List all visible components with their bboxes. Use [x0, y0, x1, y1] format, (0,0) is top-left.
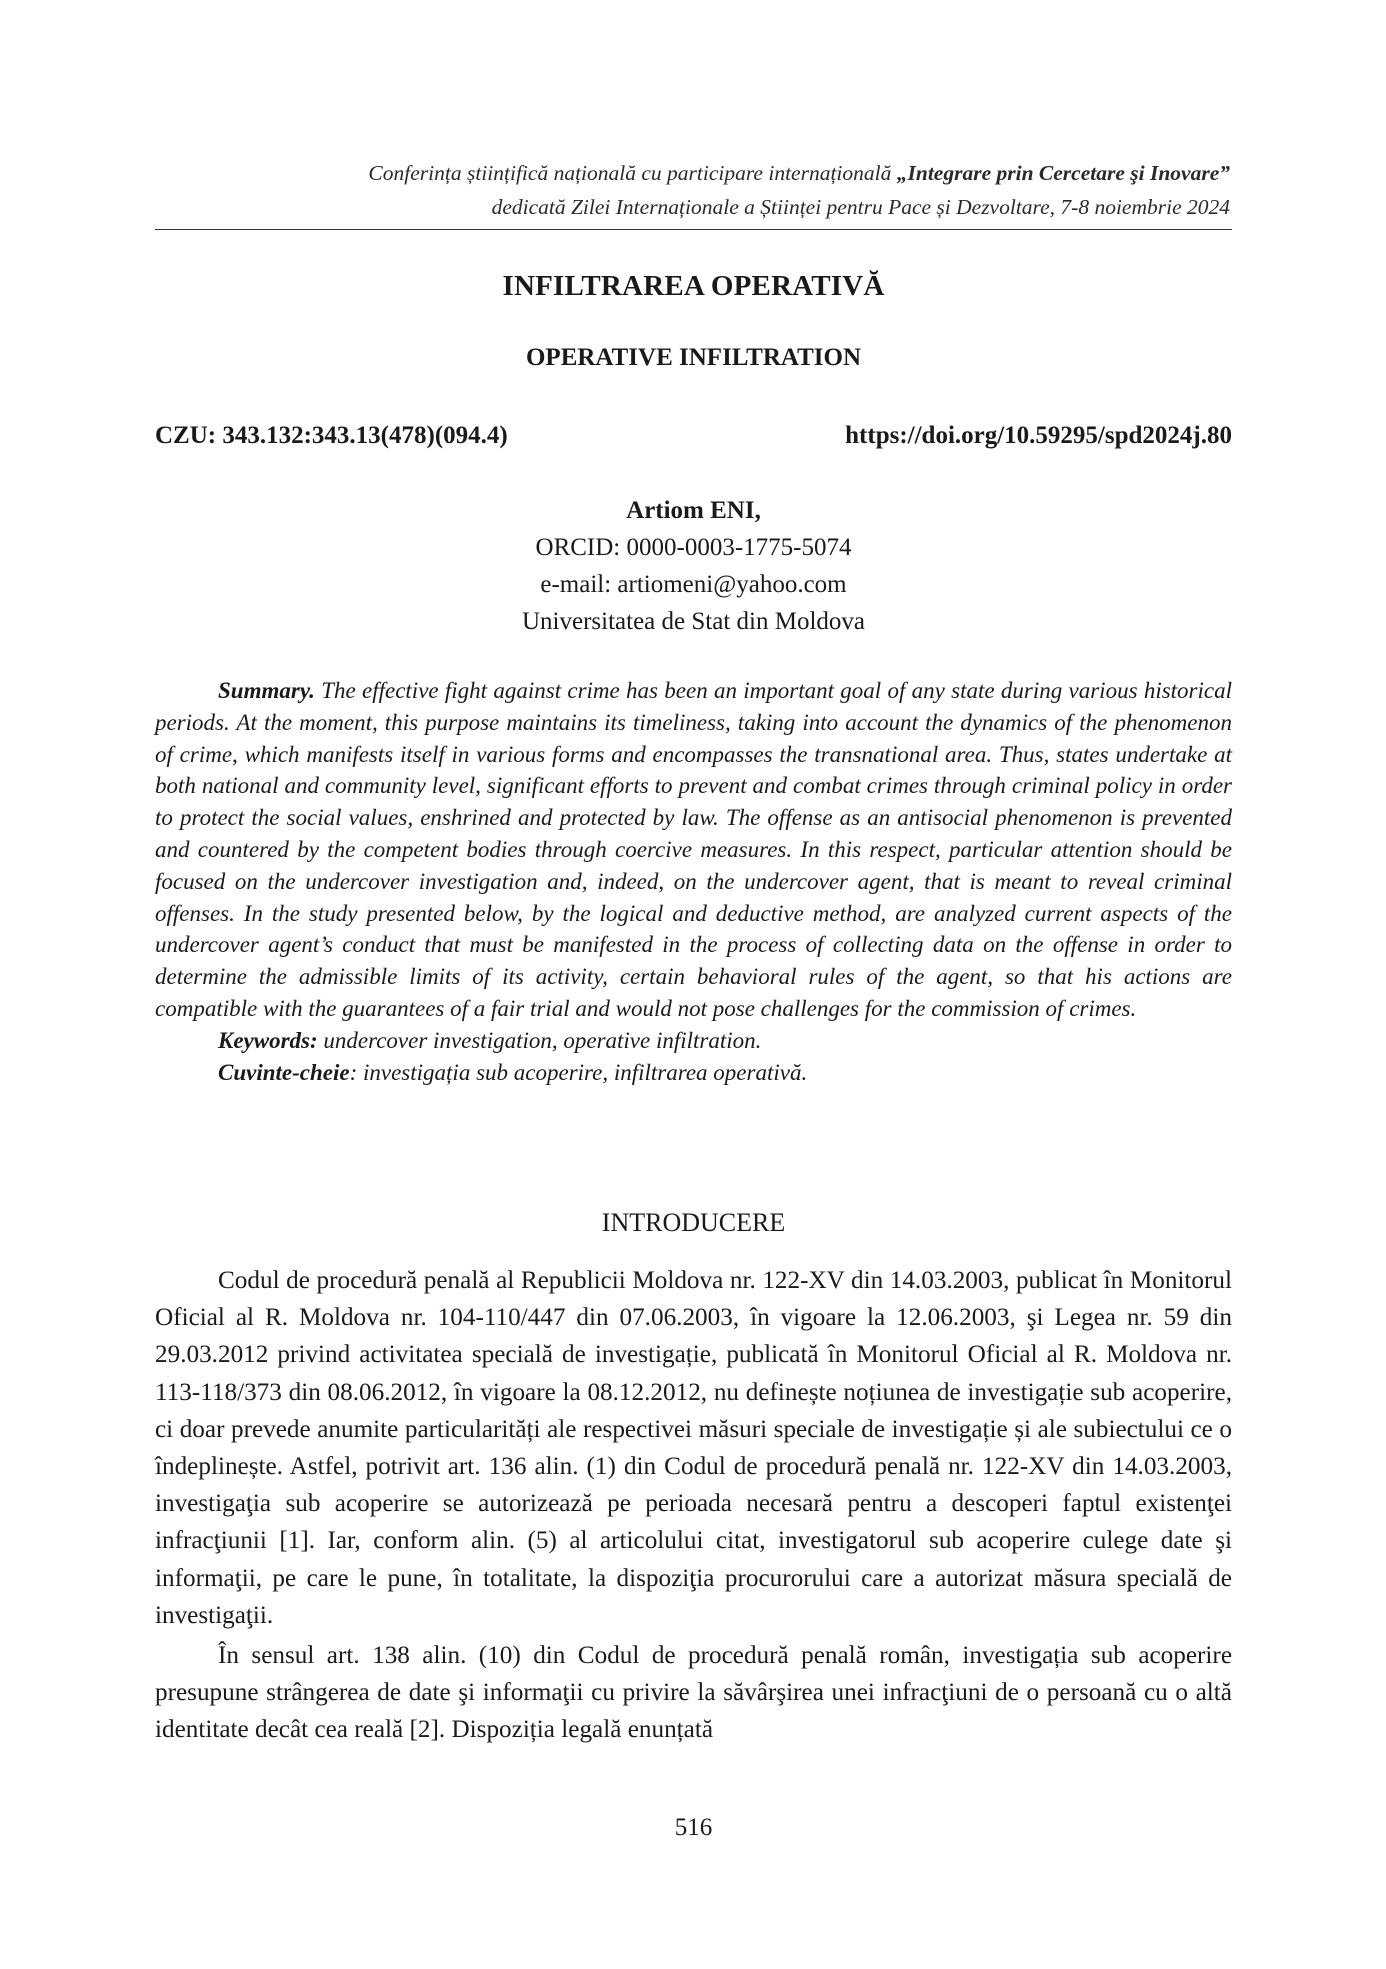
body-text [155, 1262, 1232, 1752]
summary-label: Summary. [218, 678, 315, 703]
running-header [155, 156, 1230, 224]
article-title: INFILTRAREA OPERATIVĂ [502, 270, 885, 302]
conference-name: „Integrare prin Cercetare şi Inovare” [896, 161, 1230, 185]
abstract [155, 675, 1232, 1088]
body-paragraph-2: În sensul art. 138 alin. (10) din Codul de procedură penală român, investigația sub acoperire presupune strângerea de date şi informaţii cu privire la săvârşirea unei infracţiuni de o persoană cu o altă identitate decât cea reală [2]. Dispoziția legală enunțată [155, 1642, 1232, 1744]
summary-paragraph [155, 675, 1232, 1025]
author-affiliation: Universitatea de Stat din Moldova [522, 608, 865, 635]
author-orcid: ORCID: 0000-0003-1775-5074 [535, 534, 852, 561]
author-email[interactable]: e-mail: artiomeni@yahoo.com [540, 571, 847, 598]
author-block [155, 492, 1232, 640]
czu-classification: CZU: 343.132:343.13(478)(094.4) [155, 422, 508, 449]
summary-text: The effective fight against crime has been an important goal of any state during various historical periods. At the moment, this purpose maintains its timeliness, taking into account the dynamics of the phenomenon of crime, which manifests itself in various forms and encompasses the transnational area. Thus, states undertake at both national and community level, significant efforts to prevent and combat crimes through criminal policy in order to protect the social values, enshrined and protected by law. The offense as an antisocial phenomenon is prevented and countered by the competent bodies through coercive measures. In this respect, particular attention should be focused on the undercover investigation and, indeed, on the undercover agent, that is meant to reveal criminal offenses. In the study presented below, by the logical and deductive method, are analyzed current aspects of the undercover agent’s conduct that must be manifested in the process of collecting data on the offense in order to determine the admissible limits of its activity, certain behavioral rules of the agent, so that his actions are compatible with the guarantees of a fair trial and would not pose challenges for the commission of crimes. [155, 678, 1232, 1021]
cuvinte-cheie-label: Cuvinte-cheie [218, 1059, 350, 1085]
keywords-line [155, 1025, 1232, 1057]
article-subtitle: OPERATIVE INFILTRATION [525, 344, 862, 371]
page-number: 516 [674, 1814, 713, 1841]
keywords-label: Keywords: [218, 1027, 318, 1053]
header-line-1: Conferința științifică națională cu participare internațională „Integrare prin Cercetare şi Inovare” [368, 161, 1230, 185]
header-divider [155, 229, 1232, 230]
body-paragraph-1: Codul de procedură penală al Republicii Moldova nr. 122-XV din 14.03.2003, publicat în Monitorul Oficial al R. Moldova nr. 104-110/447 din 07.06.2003, în vigoare la 12.06.2003, şi Legea nr. 59 din 29.03.2012 privind activitatea specială de investigație, publicată în Monitorul Oficial al R. Moldova nr. 113-118/373 din 08.06.2012, în vigoare la 08.12.2012, nu definește noțiunea de investigație sub acoperire, ci doar prevede anumite particularități ale respectivei măsuri speciale de investigație și ale subiectului ce o îndeplinește. Astfel, potrivit art. 136 alin. (1) din Codul de procedură penală nr. 122-XV din 14.03.2003, investigaţia sub acoperire se autorizează pe perioada necesară pentru a descoperi faptul existenţei infracţiunii [1]. Iar, conform alin. (5) al articolului citat, investigatorul sub acoperire culege date şi informaţii, pe care le pune, în totalitate, la dispoziţia procurorului care a autorizat măsura specială de investigaţii. [155, 1267, 1232, 1629]
cuvinte-cheie-line [155, 1057, 1232, 1089]
header-line-2: dedicată Zilei Internaționale a Științei pentru Pace și Dezvoltare, 7-8 noiembrie 2024 [491, 195, 1230, 219]
doi-link[interactable]: https://doi.org/10.59295/spd2024j.80 [845, 422, 1232, 449]
section-heading-introducere: INTRODUCERE [601, 1208, 786, 1237]
keywords-text: undercover investigation, operative infiltration. [317, 1027, 762, 1053]
cuvinte-cheie-text: : investigația sub acoperire, infiltrarea operativă. [349, 1059, 808, 1085]
author-name: Artiom ENI, [626, 497, 761, 524]
